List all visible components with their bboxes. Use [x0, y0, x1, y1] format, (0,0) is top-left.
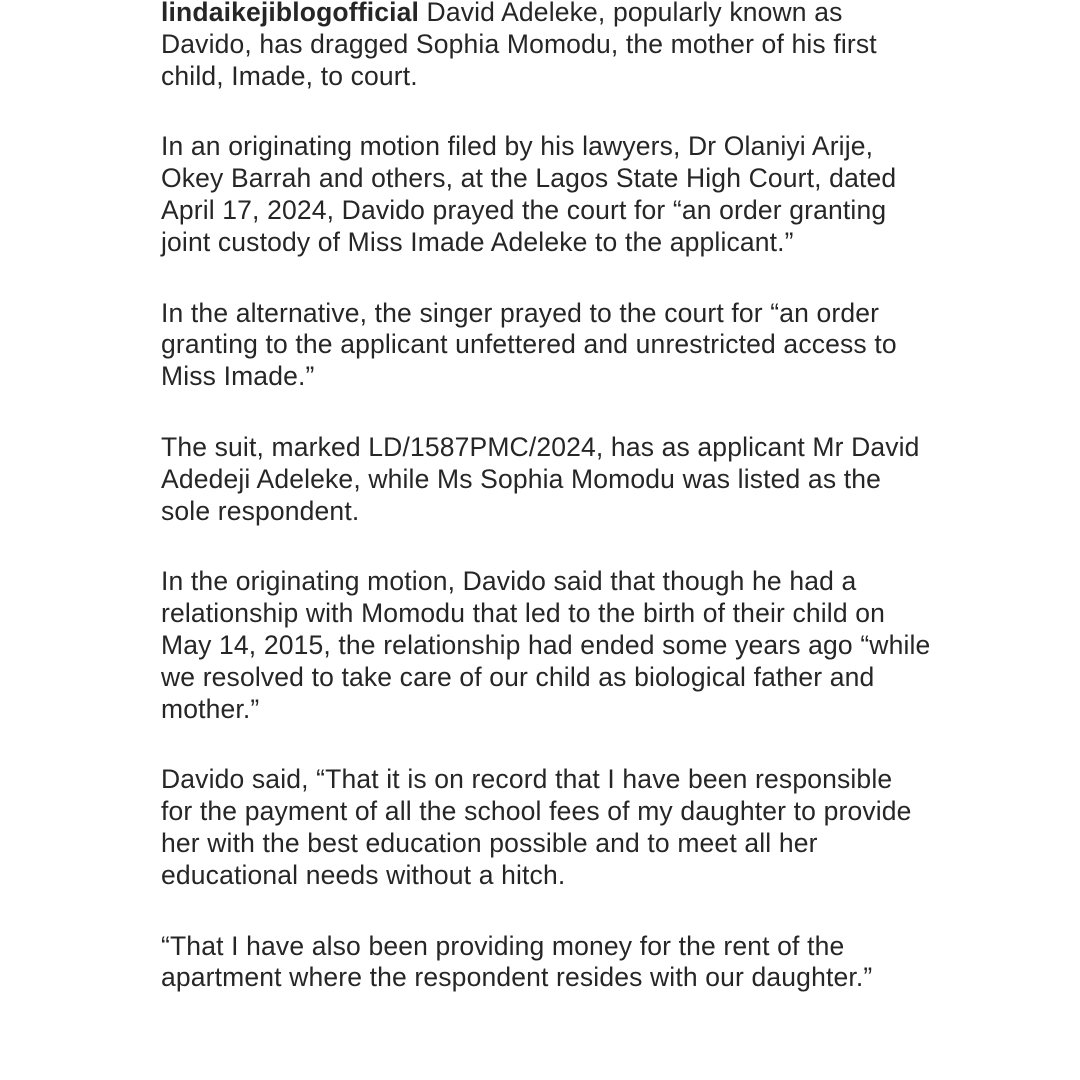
- caption-paragraph: The suit, marked LD/1587PMC/2024, has as applicant Mr David Adedeji Adeleke, while Ms Sophia Momodu was listed as the sole respondent.: [161, 431, 920, 526]
- caption-paragraph: Davido said, “That it is on record that I have been responsible for the payment of all the school fees of my daughter to provide her with the best education possible and to meet all her educational needs without a hitch.: [161, 764, 912, 890]
- post-caption: [161, 0, 931, 1033]
- caption-paragraph: In the originating motion, Davido said that though he had a relationship with Momodu that led to the birth of their child on May 14, 2015, the relationship had ended some years ago “while we resolved to take care of our child as biological father and mother.”: [161, 566, 931, 724]
- caption-paragraph: In an originating motion filed by his lawyers, Dr Olaniyi Arije, Okey Barrah and others, at the Lagos State High Court, dated April 17, 2024, Davido prayed the court for “an order granting joint custody of Miss Imade Adeleke to the applicant.”: [161, 131, 897, 257]
- caption-text: David Adeleke, popularly known as Davido, has dragged Sophia Momodu, the mother of his first child, Imade, to court.: [161, 0, 877, 91]
- username-link[interactable]: lindaikejiblogofficial: [161, 0, 420, 27]
- caption-paragraph: In the alternative, the singer prayed to the court for “an order granting to the applicant unfettered and unrestricted access to Miss Imade.”: [161, 297, 897, 392]
- caption-paragraph: [161, 0, 931, 92]
- caption-paragraph: “That I have also been providing money for the rent of the apartment where the respondent resides with our daughter.”: [161, 930, 873, 993]
